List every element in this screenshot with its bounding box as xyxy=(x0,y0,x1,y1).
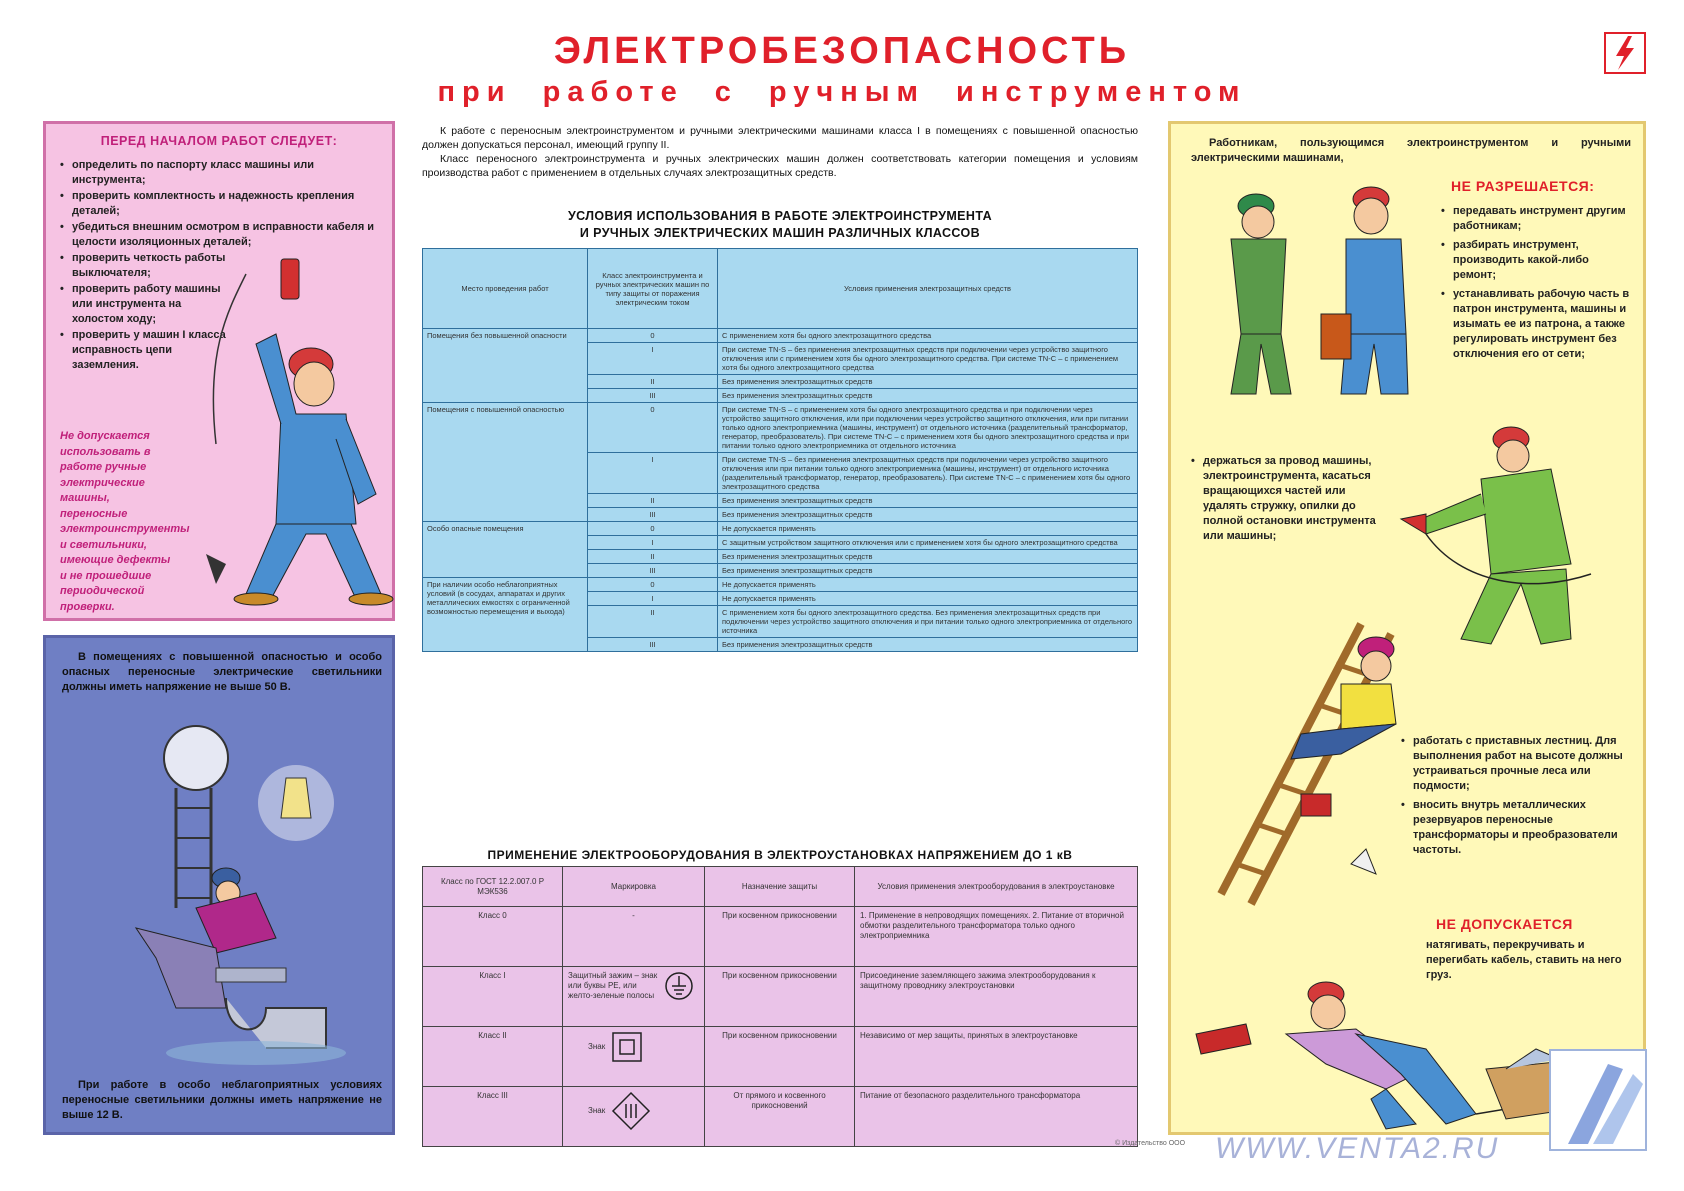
class-cell: III xyxy=(588,638,718,652)
ground-symbol-icon xyxy=(664,971,694,1001)
table-row xyxy=(423,403,1138,453)
place-cell: Помещения с повышенной опасностью xyxy=(423,403,588,522)
class-cell: Класс I xyxy=(423,967,563,1027)
condition-cell: Без применения электрозащитных средств xyxy=(718,494,1138,508)
class-cell: 0 xyxy=(588,578,718,592)
table2-heading: ПРИМЕНЕНИЕ ЭЛЕКТРООБОРУДОВАНИЯ В ЭЛЕКТРОУСТАНОВКАХ НАПРЯЖЕНИЕМ ДО 1 кВ xyxy=(487,848,1073,862)
class-cell: 0 xyxy=(588,329,718,343)
purpose-cell: При косвенном прикосновении xyxy=(705,967,855,1027)
condition-cell: Не допускается применять xyxy=(718,522,1138,536)
purpose-cell: При косвенном прикосновении xyxy=(705,907,855,967)
class-cell: I xyxy=(588,343,718,375)
prohibitions-intro: Работникам, пользующимся электроинструментом и ручными электрическими машинами, xyxy=(1191,137,1631,164)
marking-text: Знак xyxy=(588,1042,606,1051)
lamp-voltage-12v-text: При работе в особо неблагоприятных условиях переносные светильники должны иметь напряжение не выше 12 В. xyxy=(62,1079,382,1121)
list-item: • работать с приставных лестниц. Для выполнения работ на высоте должны устраиваться прочные леса или подмости; xyxy=(1401,734,1636,794)
condition-cell: Независимо от мер защиты, принятых в электроустановке xyxy=(855,1027,1138,1087)
list-item: • проверить работу машины или инструмента на холостом ходу; xyxy=(60,282,230,327)
worker-with-lamp-illustration xyxy=(116,708,356,1068)
prohibition-list xyxy=(1441,204,1631,366)
tool-class-conditions-table xyxy=(422,248,1138,652)
class-cell: 0 xyxy=(588,403,718,453)
marking-text: Знак xyxy=(588,1106,606,1115)
marking-cell xyxy=(563,1087,705,1147)
lamp-voltage-50v-text: В помещениях с повышенной опасностью и особо опасных переносные электрические светильники должны иметь напряжение не выше 50 В. xyxy=(62,651,382,693)
lamp-voltage-panel xyxy=(43,635,395,1135)
purpose-cell: От прямого и косвенного прикосновений xyxy=(705,1087,855,1147)
worker-on-ladder-illustration xyxy=(1191,614,1421,914)
class-three-diamond-icon xyxy=(611,1091,651,1131)
table-header-row xyxy=(423,249,1138,329)
marking-cell xyxy=(563,967,705,1027)
class-cell: I xyxy=(588,536,718,550)
condition-cell: Без применения электрозащитных средств xyxy=(718,550,1138,564)
class-cell: III xyxy=(588,564,718,578)
condition-cell: С применением хотя бы одного электрозащитного средства. Без применения электрозащитных средств при подключении через устройство защитного отключения и при питании только одного электроприемника от отдельного источника xyxy=(718,606,1138,638)
table-row xyxy=(423,1087,1138,1147)
list-item: • проверить четкость работы выключателя; xyxy=(60,251,230,281)
purpose-cell: При косвенном прикосновении xyxy=(705,1027,855,1087)
class-cell: II xyxy=(588,375,718,389)
publisher-logo-icon xyxy=(1548,1044,1648,1154)
lightning-logo-icon xyxy=(1604,32,1646,74)
class-cell: III xyxy=(588,389,718,403)
marking-cell xyxy=(563,1027,705,1087)
table-row xyxy=(423,967,1138,1027)
condition-cell: Питание от безопасного разделительного трансформатора xyxy=(855,1087,1138,1147)
table-header-cell: Условия применения электрозащитных средств xyxy=(718,249,1138,329)
place-cell: Помещения без повышенной опасности xyxy=(423,329,588,403)
list-item: • передавать инструмент другим работникам; xyxy=(1441,204,1631,234)
table-row xyxy=(423,1027,1138,1087)
intro-paragraph: Класс переносного электроинструмента и ручных электрических машин должен соответствовать категории помещения и условиям производства работ с применением в отдельных случаях электрозащитных средств. xyxy=(422,153,1138,179)
condition-cell: При системе TN-S – без применения электрозащитных средств при подключении через устройство защитного отключения или с применением хотя бы одного электрозащитного средства. При системе TN-C – с применением хотя бы одного электрозащитного средства xyxy=(718,343,1138,375)
cable-prohibition-text: натягивать, перекручивать и перегибать кабель, ставить на него груз. xyxy=(1426,939,1622,981)
class-cell: Класс 0 xyxy=(423,907,563,967)
condition-cell: Без применения электрозащитных средств xyxy=(718,638,1138,652)
worker-holding-wire-illustration xyxy=(1391,424,1631,654)
condition-cell: 1. Применение в непроводящих помещениях. 2. Питание от вторичной обмотки разделительного трансформатора только одного электроприемника xyxy=(855,907,1138,967)
list-item: • держаться за провод машины, электроинструмента, касаться вращающихся частей или удалять стружку, опилки до полной остановки инструмента или машины; xyxy=(1191,454,1381,544)
condition-cell: Без применения электрозащитных средств xyxy=(718,508,1138,522)
table-header-cell: Место проведения работ xyxy=(423,249,588,329)
list-item: • вносить внутрь металлических резервуаров переносные трансформаторы и преобразователи частоты. xyxy=(1401,798,1636,858)
condition-cell: Не допускается применять xyxy=(718,578,1138,592)
list-item: • устанавливать рабочую часть в патрон инструмента, машины и изымать ее из патрона, а также регулировать инструмент без отключения его от сети; xyxy=(1441,287,1631,362)
place-cell: Особо опасные помещения xyxy=(423,522,588,578)
condition-cell: Не допускается применять xyxy=(718,592,1138,606)
prohibition-list xyxy=(1401,734,1636,862)
table-row xyxy=(423,907,1138,967)
list-item: • определить по паспорту класс машины или инструмента; xyxy=(60,158,380,188)
condition-cell: С защитным устройством защитного отключения или с применением хотя бы одного электрозащитного средства xyxy=(718,536,1138,550)
prohibition-list xyxy=(1191,454,1381,548)
place-cell: При наличии особо неблагоприятных условий (в сосудах, аппаратах и других металлических емкостях с ограниченной возможностью перемещения и выхода) xyxy=(423,578,588,652)
table1-heading-line: И РУЧНЫХ ЭЛЕКТРИЧЕСКИХ МАШИН РАЗЛИЧНЫХ КЛАССОВ xyxy=(579,226,981,240)
condition-cell: С применением хотя бы одного электрозащитного средства xyxy=(718,329,1138,343)
workers-handing-tool-illustration xyxy=(1186,184,1436,404)
class-cell: Класс III xyxy=(423,1087,563,1147)
marking-text: Защитный зажим – знак или буквы PE, или желто-зеленые полосы xyxy=(568,971,658,1000)
intro-paragraph: К работе с переносным электроинструментом и ручными электрическими машинами класса I в помещениях с повышенной опасностью должен допускаться персонал, имеющий группу II. xyxy=(422,125,1138,151)
equipment-class-table xyxy=(422,866,1138,1147)
class-cell: II xyxy=(588,494,718,508)
table-header-cell: Маркировка xyxy=(563,867,705,907)
list-item: • проверить комплектность и надежность крепления деталей; xyxy=(60,189,380,219)
double-square-icon xyxy=(611,1031,643,1063)
worker-with-drill-illustration xyxy=(186,254,396,614)
copyright-text: © Издательство ООО xyxy=(1115,1140,1186,1147)
table-header-row xyxy=(423,867,1138,907)
condition-cell: Без применения электрозащитных средств xyxy=(718,389,1138,403)
table-row xyxy=(423,329,1138,343)
page-subtitle: при работе с ручным инструментом xyxy=(437,76,1247,108)
class-cell: I xyxy=(588,453,718,494)
list-item: • убедиться внешним осмотром в исправности кабеля и целости изоляционных деталей; xyxy=(60,220,380,250)
table-header-cell: Класс по ГОСТ 12.2.007.0 Р МЭК536 xyxy=(423,867,563,907)
table-header-cell: Условия применения электрооборудования в электроустановке xyxy=(855,867,1138,907)
class-cell: II xyxy=(588,550,718,564)
table-row xyxy=(423,578,1138,592)
condition-cell: Без применения электрозащитных средств xyxy=(718,375,1138,389)
pre-work-heading: ПЕРЕД НАЧАЛОМ РАБОТ СЛЕДУЕТ: xyxy=(100,134,338,148)
class-cell: I xyxy=(588,592,718,606)
class-cell: II xyxy=(588,606,718,638)
pre-work-panel xyxy=(43,121,395,621)
not-permitted-heading: НЕ ДОПУСКАЕТСЯ xyxy=(1436,916,1573,932)
page-title: ЭЛЕКТРОБЕЗОПАСНОСТЬ xyxy=(553,30,1131,72)
intro-text xyxy=(422,124,1138,180)
class-cell: Класс II xyxy=(423,1027,563,1087)
table1-heading-line: УСЛОВИЯ ИСПОЛЬЗОВАНИЯ В РАБОТЕ ЭЛЕКТРОИНСТРУМЕНТА xyxy=(567,209,993,223)
website-watermark: WWW.VENTA2.RU xyxy=(1215,1132,1500,1165)
condition-cell: При системе TN-S – с применением хотя бы одного электрозащитного средства и при подключении через устройство защитного отключения, или при подключении через устройство защитного отключения, или при питании только одного электроприемника (машины, инструмент) от отдельного источника (разделительный трансформатор, генератор, преобразователь). При системе TN-C – с применением хотя бы одного электрозащитного средства и при питании только одного электроприемника от отдельного источника xyxy=(718,403,1138,453)
class-cell: 0 xyxy=(588,522,718,536)
table-header-cell: Назначение защиты xyxy=(705,867,855,907)
condition-cell: При системе TN-S – без применения электрозащитных средств при подключении через устройство защитного отключения или при питании только одного электроприемника (машины, инструмент) от отдельного источника (разделительный трансформатор, генератор, преобразователь). При системе TN-C – с применением хотя бы одного электрозащитного средства xyxy=(718,453,1138,494)
class-cell: III xyxy=(588,508,718,522)
condition-cell: Без применения электрозащитных средств xyxy=(718,564,1138,578)
defect-warning-text: Не допускается использовать в работе ручные электрические машины, переносные электроинструменты и светильники, имеющие дефекты и не прошедшие периодической проверки. xyxy=(60,430,190,613)
list-item: • проверить у машин I класса исправность цепи заземления. xyxy=(60,328,230,373)
list-item: • разбирать инструмент, производить какой-либо ремонт; xyxy=(1441,238,1631,283)
marking-cell: - xyxy=(563,907,705,967)
table-row xyxy=(423,522,1138,536)
prohibitions-panel xyxy=(1168,121,1646,1135)
table-header-cell: Класс электроинструмента и ручных электрических машин по типу защиты от поражения электрическим током xyxy=(588,249,718,329)
table1-heading xyxy=(422,208,1138,242)
condition-cell: Присоединение заземляющего зажима электрооборудования к защитному проводнику электроустановки xyxy=(855,967,1138,1027)
not-allowed-heading: НЕ РАЗРЕШАЕТСЯ: xyxy=(1451,178,1595,194)
